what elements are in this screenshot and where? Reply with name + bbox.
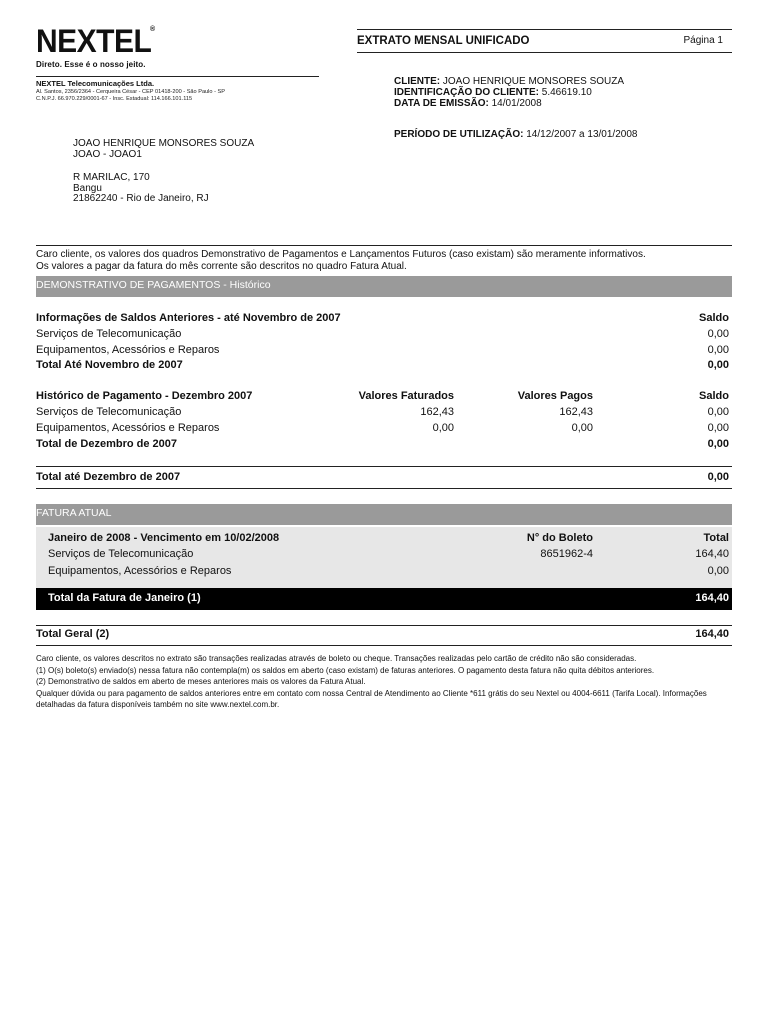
col-total: Total <box>703 532 729 544</box>
company-address-line1: Al. Santos, 2356/2364 - Cerqueira César - CEP 01418-200 - São Paulo - SP <box>36 89 225 95</box>
client-label: CLIENTE: <box>394 76 441 87</box>
divider <box>36 645 732 646</box>
divider <box>36 466 732 467</box>
row-total: 164,40 <box>695 548 729 560</box>
row-boleto: 8651962-4 <box>540 548 593 560</box>
recipient-name: JOAO HENRIQUE MONSORES SOUZA <box>73 138 255 149</box>
total-label: Total de Dezembro de 2007 <box>36 438 178 450</box>
saldos-total-row <box>36 359 732 373</box>
row-label: Serviços de Telecomunicação <box>48 548 194 560</box>
intro-line1: Caro cliente, os valores dos quadros Demonstrativo de Pagamentos e Lançamentos Futuros (caso existam) são meramente informativos. <box>36 249 646 260</box>
address-city: 21862240 - Rio de Janeiro, RJ <box>73 193 209 204</box>
client-name-line <box>394 76 624 87</box>
row-label: Serviços de Telecomunicação <box>36 328 182 340</box>
historico-total-row <box>36 438 732 452</box>
issue-date-value: 14/01/2008 <box>491 98 542 109</box>
header-bottom-rule <box>357 52 732 53</box>
col-saldo: Saldo <box>699 390 729 402</box>
total-geral-row <box>36 628 732 642</box>
saldos-heading-row <box>36 312 732 326</box>
address-street: R MARILAC, 170 <box>73 172 150 183</box>
row-faturados: 162,43 <box>420 406 454 418</box>
row-label: Equipamentos, Acessórios e Reparos <box>36 344 220 356</box>
total-geral-value: 164,40 <box>695 628 729 640</box>
total-label: Total até Dezembro de 2007 <box>36 471 181 483</box>
intro-line2: Os valores a pagar da fatura do mês corrente são descritos no quadro Fatura Atual. <box>36 261 407 272</box>
client-info <box>394 76 624 109</box>
row-saldo: 0,00 <box>707 344 729 356</box>
total-label: Total Até Novembro de 2007 <box>36 359 183 371</box>
usage-period-label: PERÍODO DE UTILIZAÇÃO: <box>394 129 524 140</box>
divider <box>36 625 732 626</box>
row-saldo: 0,00 <box>707 406 729 418</box>
mailing-address <box>73 173 209 205</box>
fatura-total-value: 164,40 <box>695 592 729 604</box>
col-valores-pagos: Valores Pagos <box>517 390 593 402</box>
fatura-heading: Janeiro de 2008 - Vencimento em 10/02/2008 <box>48 532 280 544</box>
row-pagos: 162,43 <box>559 406 593 418</box>
address-district: Bangu <box>73 182 102 194</box>
row-pagos: 0,00 <box>571 422 593 434</box>
total-geral-label: Total Geral (2) <box>36 628 110 640</box>
company-name: NEXTEL Telecomunicações Ltda. <box>36 79 155 88</box>
table-row <box>36 328 732 342</box>
intro-text <box>36 249 646 273</box>
fatura-heading-row <box>36 532 732 546</box>
client-id-line <box>394 87 624 98</box>
issue-date-line <box>394 98 624 109</box>
col-valores-faturados: Valores Faturados <box>358 390 454 402</box>
nextel-logo <box>36 23 166 69</box>
usage-period <box>394 129 637 140</box>
client-id-value: 5.46619.10 <box>541 87 592 98</box>
footer-notes <box>36 653 726 711</box>
total-value: 0,00 <box>707 438 729 450</box>
row-faturados: 0,00 <box>432 422 454 434</box>
fatura-total-label: Total da Fatura de Janeiro (1) <box>48 592 201 604</box>
table-row <box>36 344 732 358</box>
fatura-atual-header: FATURA ATUAL <box>36 504 732 525</box>
document-title: EXTRATO MENSAL UNIFICADO <box>357 35 530 47</box>
fatura-total-row <box>36 592 732 606</box>
usage-period-value: 14/12/2007 a 13/01/2008 <box>526 129 638 140</box>
company-address-line2: C.N.P.J. 66.970.229/0001-67 - Insc. Estadual: 114.166.101.115 <box>36 96 193 102</box>
row-label: Equipamentos, Acessórios e Reparos <box>36 422 220 434</box>
col-boleto: N° do Boleto <box>526 532 593 544</box>
row-label: Serviços de Telecomunicação <box>36 406 182 418</box>
recipient-alias: JOAO - JOAO1 <box>73 148 142 160</box>
footer-note-3: (2) Demonstrativo de saldos em aberto de meses anteriores mais os valores da Fatura Atual. <box>36 677 366 686</box>
intro-divider <box>36 245 732 246</box>
client-id-label: IDENTIFICAÇÃO DO CLIENTE: <box>394 87 539 98</box>
historico-heading: Histórico de Pagamento - Dezembro 2007 <box>36 390 253 402</box>
mailing-name <box>73 139 254 160</box>
row-label: Equipamentos, Acessórios e Reparos <box>48 565 232 577</box>
logo-tagline: Direto. Esse é o nosso jeito. <box>36 60 146 69</box>
page-number: Página 1 <box>683 35 723 46</box>
row-saldo: 0,00 <box>707 422 729 434</box>
total-ate-dezembro-row <box>36 471 732 485</box>
saldos-heading: Informações de Saldos Anteriores - até Novembro de 2007 <box>36 312 341 324</box>
row-saldo: 0,00 <box>707 328 729 340</box>
footer-note-4: Qualquer dúvida ou para pagamento de saldos anteriores entre em contato com nossa Central de Atendimento ao Cliente *611 grátis do seu Nextel ou 4004-6611 (Tarifa Local). Informações detalhadas da fatura disponíveis também no site www.nextel.com.br. <box>36 688 707 709</box>
header-top-rule <box>357 29 732 30</box>
table-row <box>36 406 732 420</box>
demonstrativo-header: DEMONSTRATIVO DE PAGAMENTOS - Histórico <box>36 276 732 297</box>
table-row <box>36 548 732 562</box>
divider <box>36 488 732 489</box>
company-divider <box>36 76 319 77</box>
total-value: 0,00 <box>707 359 729 371</box>
footer-note-2: (1) O(s) boleto(s) enviado(s) nessa fatura não contempla(m) os saldos em aberto (caso existam) de faturas anteriores. O pagamento desta fatura não quita débitos anteriores. <box>36 665 655 675</box>
table-row <box>36 422 732 436</box>
logo-registered-mark: ® <box>150 26 156 33</box>
historico-heading-row <box>36 390 732 404</box>
table-row <box>36 565 732 579</box>
total-value: 0,00 <box>707 471 729 483</box>
issue-date-label: DATA DE EMISSÃO: <box>394 98 489 109</box>
company-address <box>36 89 225 103</box>
saldos-col-saldo: Saldo <box>699 312 729 324</box>
row-total: 0,00 <box>707 565 729 577</box>
logo-wordmark: NEXTEL <box>36 23 152 60</box>
footer-note-1: Caro cliente, os valores descritos no extrato são transações realizadas através de boleto ou cheque. Transações realizadas pelo cartão de crédito não são consideradas. <box>36 654 637 663</box>
client-value: JOAO HENRIQUE MONSORES SOUZA <box>442 76 625 87</box>
